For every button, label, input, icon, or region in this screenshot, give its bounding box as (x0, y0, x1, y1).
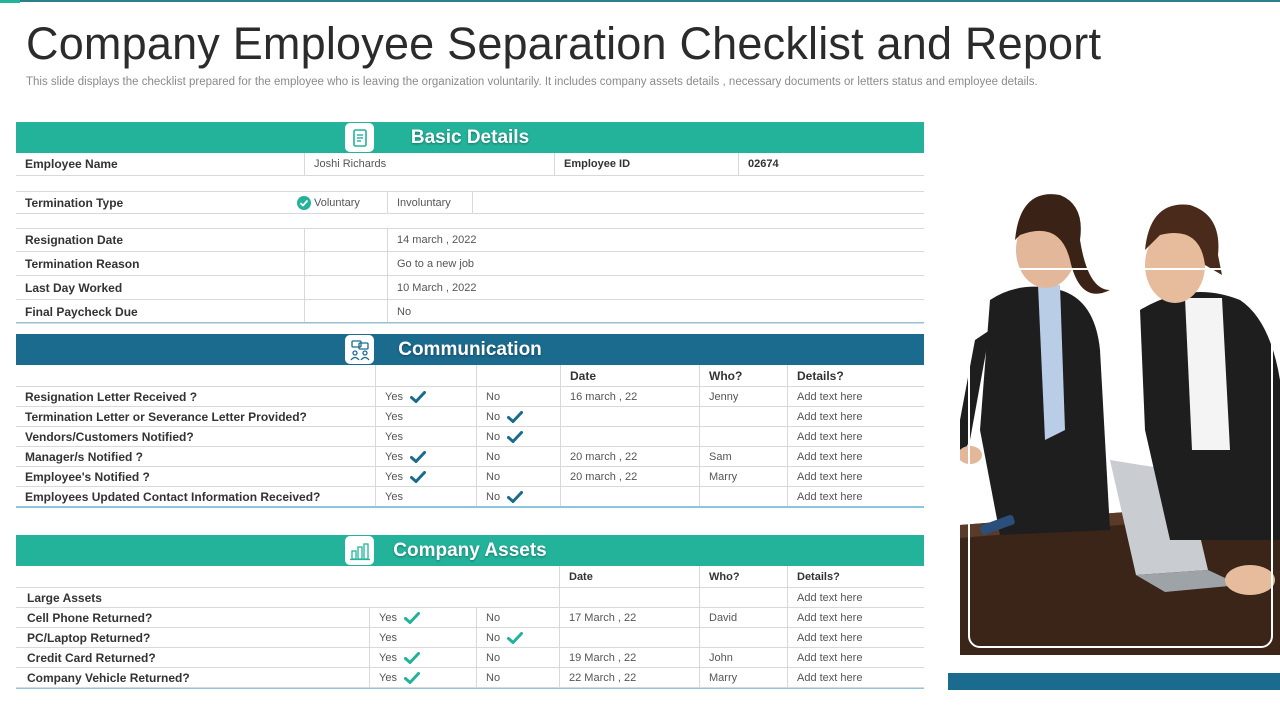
asset-row (16, 668, 924, 688)
comm-yes-option[interactable] (375, 407, 476, 426)
yes-label: Yes (385, 410, 403, 423)
large-assets-row (16, 588, 924, 608)
assets-col-details: Details? (787, 566, 924, 587)
comm-row-who: Jenny (699, 387, 788, 406)
asset-no-option[interactable] (476, 608, 559, 627)
comm-row-details: Add text here (787, 467, 924, 486)
basic-detail-value: No (387, 300, 924, 323)
yes-label: Yes (385, 490, 403, 503)
comm-no-option[interactable] (476, 427, 560, 446)
yes-label: Yes (385, 390, 403, 403)
communication-row (16, 487, 924, 507)
comm-no-option[interactable] (476, 387, 560, 406)
asset-row (16, 628, 924, 648)
asset-row-who: Marry (699, 668, 787, 687)
basic-detail-spacer (304, 300, 387, 323)
large-assets-who (699, 588, 787, 607)
asset-row-label: Cell Phone Returned? (27, 610, 153, 625)
termination-type-row (16, 191, 924, 214)
basic-detail-value: 10 March , 2022 (387, 276, 924, 299)
comm-col-who: Who? (699, 365, 788, 386)
no-label: No (486, 390, 501, 403)
comm-row-details: Add text here (787, 447, 924, 466)
asset-no-option[interactable] (476, 648, 559, 667)
basic-details-title: Basic Details (410, 127, 530, 148)
asset-row-date: 19 March , 22 (559, 648, 699, 667)
basic-detail-value: 14 march , 2022 (387, 229, 924, 251)
check-icon (404, 672, 420, 684)
large-assets-details: Add text here (787, 588, 924, 607)
photo-frame (968, 268, 1273, 648)
comm-no-option[interactable] (476, 467, 560, 486)
basic-detail-value: Go to a new job (387, 252, 924, 275)
building-chart-icon (345, 536, 374, 565)
check-icon (507, 431, 523, 443)
comm-no-option[interactable] (476, 407, 560, 426)
comm-hdr-no (476, 365, 560, 386)
yes-label: Yes (379, 611, 397, 624)
involuntary-option[interactable]: Involuntary (387, 192, 472, 213)
asset-yes-option[interactable] (369, 628, 470, 647)
asset-row-who: David (699, 608, 787, 627)
communication-row (16, 467, 924, 487)
communication-row (16, 427, 924, 447)
communication-row (16, 387, 924, 407)
yes-label: Yes (385, 470, 403, 483)
voluntary-option[interactable] (288, 192, 388, 213)
comm-row-details: Add text here (787, 407, 924, 426)
communication-bottom-line (16, 506, 924, 508)
large-assets-date (559, 588, 699, 607)
checked-circle-icon (297, 196, 311, 210)
asset-yes-option[interactable] (369, 608, 470, 627)
basic-detail-label: Termination Reason (25, 256, 140, 271)
asset-row-details: Add text here (787, 648, 924, 667)
asset-no-option[interactable] (476, 668, 559, 687)
assets-bottom-line (16, 688, 924, 689)
comm-row-date: 20 march , 22 (560, 467, 700, 486)
page-title: Company Employee Separation Checklist and Report (26, 18, 1102, 69)
comm-row-who: Sam (699, 447, 788, 466)
assets-col-date: Date (559, 566, 699, 587)
employee-name-label: Employee Name (25, 157, 118, 171)
basic-details-header (16, 122, 924, 153)
asset-row-date: 17 March , 22 (559, 608, 699, 627)
comm-yes-option[interactable] (375, 387, 476, 406)
comm-row-date (560, 487, 700, 506)
no-label: No (486, 490, 501, 503)
comm-row-label: Employee's Notified ? (25, 469, 150, 484)
comm-hdr-yes (375, 365, 476, 386)
check-icon (410, 471, 426, 483)
basic-detail-row (16, 228, 924, 252)
asset-row-who: John (699, 648, 787, 667)
yes-label: Yes (379, 631, 397, 644)
comm-row-date (560, 407, 700, 426)
asset-row-label: PC/Laptop Returned? (27, 630, 151, 645)
check-icon (404, 612, 420, 624)
comm-yes-option[interactable] (375, 467, 476, 486)
comm-row-label: Resignation Letter Received ? (25, 389, 198, 404)
comm-yes-option[interactable] (375, 487, 476, 506)
company-assets-title: Company Assets (393, 540, 547, 561)
no-label: No (486, 671, 501, 684)
basic-detail-spacer (304, 276, 387, 299)
asset-no-option[interactable] (476, 628, 559, 647)
comm-no-option[interactable] (476, 487, 560, 506)
comm-row-details: Add text here (787, 427, 924, 446)
yes-label: Yes (379, 651, 397, 664)
employee-name-value: Joshi Richards (304, 153, 554, 175)
check-icon (507, 491, 523, 503)
employee-name-row (16, 153, 924, 176)
comm-yes-option[interactable] (375, 447, 476, 466)
top-border-line (0, 0, 1280, 2)
employee-id-label: Employee ID (554, 153, 738, 175)
people-chat-icon (345, 335, 374, 364)
no-label: No (486, 470, 501, 483)
comm-row-who (699, 427, 788, 446)
yes-label: Yes (385, 430, 403, 443)
check-icon (507, 411, 523, 423)
yes-label: Yes (385, 450, 403, 463)
asset-row-details: Add text here (787, 608, 924, 627)
asset-yes-option[interactable] (369, 668, 470, 687)
asset-row (16, 648, 924, 668)
asset-row-label: Credit Card Returned? (27, 650, 156, 665)
asset-row-who (699, 628, 787, 647)
basic-detail-row (16, 276, 924, 300)
basic-detail-label: Final Paycheck Due (25, 304, 138, 319)
asset-row-label: Company Vehicle Returned? (27, 670, 190, 685)
asset-row (16, 608, 924, 628)
communication-title: Communication (398, 339, 542, 360)
communication-row (16, 407, 924, 427)
basic-detail-label: Resignation Date (25, 233, 124, 247)
no-label: No (486, 631, 501, 644)
company-assets-header (16, 535, 924, 566)
basic-details-bottom-line (16, 322, 924, 323)
top-border-accent (0, 0, 20, 3)
comm-row-date: 20 march , 22 (560, 447, 700, 466)
page-subtitle: This slide displays the checklist prepared for the employee who is leaving the organization voluntarily. It includes company assets details , necessary documents or letters status and employee details. (26, 76, 1038, 88)
comm-row-who (699, 487, 788, 506)
basic-detail-spacer (304, 229, 387, 251)
comm-row-label: Employees Updated Contact Information Received? (25, 489, 321, 504)
check-icon (404, 652, 420, 664)
communication-row (16, 447, 924, 467)
yes-label: Yes (379, 671, 397, 684)
comm-row-date: 16 march , 22 (560, 387, 700, 406)
asset-yes-option[interactable] (369, 648, 470, 667)
asset-row-date (559, 628, 699, 647)
comm-col-date: Date (560, 365, 700, 386)
assets-col-header (16, 566, 924, 588)
comm-row-who (699, 407, 788, 426)
check-icon (410, 451, 426, 463)
comm-row-label: Manager/s Notified ? (25, 449, 144, 464)
communication-header (16, 334, 924, 365)
comm-col-details: Details? (787, 365, 924, 386)
communication-col-header (16, 365, 924, 387)
large-assets-label: Large Assets (27, 590, 102, 605)
clipboard-icon (345, 123, 374, 152)
asset-row-details: Add text here (787, 628, 924, 647)
comm-row-details: Add text here (787, 387, 924, 406)
comm-row-who: Marry (699, 467, 788, 486)
comm-row-label: Vendors/Customers Notified? (25, 429, 194, 444)
no-label: No (486, 450, 501, 463)
asset-row-date: 22 March , 22 (559, 668, 699, 687)
no-label: No (486, 651, 501, 664)
assets-col-who: Who? (699, 566, 787, 587)
no-label: No (486, 430, 501, 443)
comm-row-date (560, 427, 700, 446)
comm-yes-option[interactable] (375, 427, 476, 446)
voluntary-label: Voluntary (314, 196, 360, 209)
employee-id-value: 02674 (738, 153, 924, 175)
basic-detail-spacer (304, 252, 387, 275)
basic-detail-row (16, 300, 924, 324)
basic-detail-row (16, 252, 924, 276)
check-icon (507, 632, 523, 644)
asset-row-details: Add text here (787, 668, 924, 687)
comm-no-option[interactable] (476, 447, 560, 466)
comm-row-details: Add text here (787, 487, 924, 506)
termination-type-empty (472, 192, 924, 213)
bottom-accent-bar (948, 673, 1280, 690)
check-icon (410, 391, 426, 403)
basic-detail-label: Last Day Worked (25, 280, 123, 295)
no-label: No (486, 410, 501, 423)
termination-type-label: Termination Type (25, 195, 124, 210)
comm-row-label: Termination Letter or Severance Letter Provided? (25, 409, 307, 424)
no-label: No (486, 611, 501, 624)
